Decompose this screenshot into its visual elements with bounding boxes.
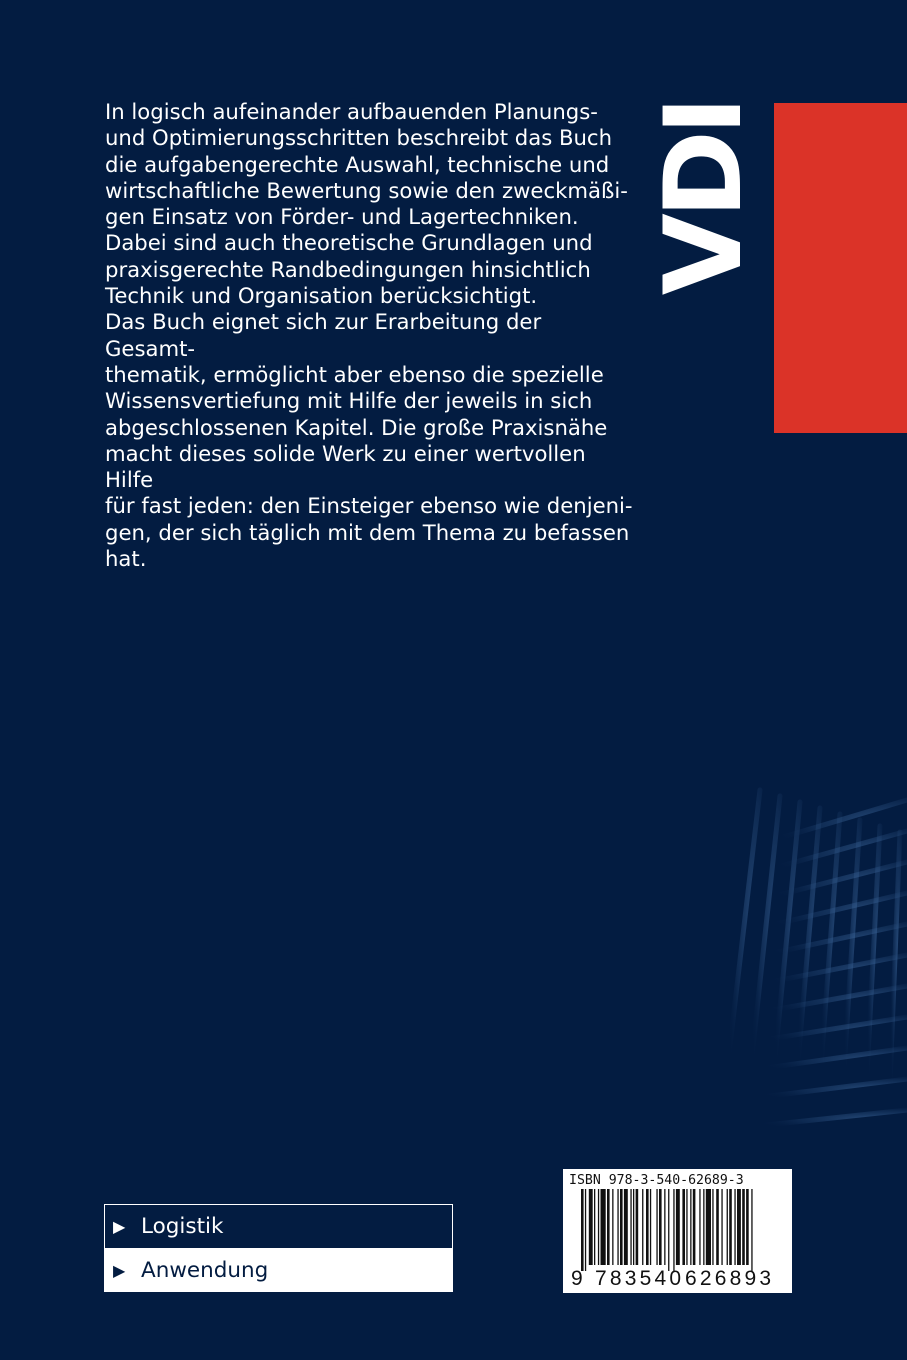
category-label: Anwendung <box>141 1258 269 1283</box>
category-box <box>104 1204 453 1292</box>
isbn-label: ISBN 978-3-540-62689-3 <box>569 1173 744 1188</box>
vdi-publisher-logo <box>642 100 765 296</box>
category-item-anwendung <box>105 1249 452 1292</box>
barcode-left-group: 783540 <box>595 1267 685 1290</box>
barcode-digits <box>563 1267 792 1291</box>
triangle-arrow-icon: ▶ <box>113 1217 126 1236</box>
category-label: Logistik <box>141 1214 224 1239</box>
isbn-barcode <box>563 1169 792 1293</box>
triangle-arrow-icon: ▶ <box>113 1261 126 1280</box>
barcode-first-digit: 9 <box>571 1267 583 1290</box>
vdi-logo-text: VDI <box>642 100 765 296</box>
category-item-logistik <box>105 1205 452 1249</box>
back-cover-description: In logisch aufeinander aufbauenden Planungs- und Optimierungsschritten beschreibt das Buch die aufgabengerechte Auswahl, technische und wirtschaftliche Bewertung sowie den zweckmäßi- gen Einsatz von Förder- und Lagertechniken. Dabei sind auch theoretische Grundlagen und praxisgerechte Randbedingungen hinsichtlich Technik und Organisation berücksichtigt. Das Buch eignet sich zur Erarbeitung der Gesamt- thematik, ermöglicht aber ebenso die spezielle Wissensvertiefung mit Hilfe der jeweils in sich abgeschlossenen Kapitel. Die große Praxisnähe macht dieses solide Werk zu einer wertvollen Hilfe für fast jeden: den Einsteiger ebenso wie denjeni- gen, der sich täglich mit dem Thema zu befassen hat. <box>105 99 633 572</box>
barcode-right-group: 626893 <box>685 1267 775 1290</box>
perspective-grid-decoration <box>700 770 907 1140</box>
red-accent-band <box>774 103 907 433</box>
